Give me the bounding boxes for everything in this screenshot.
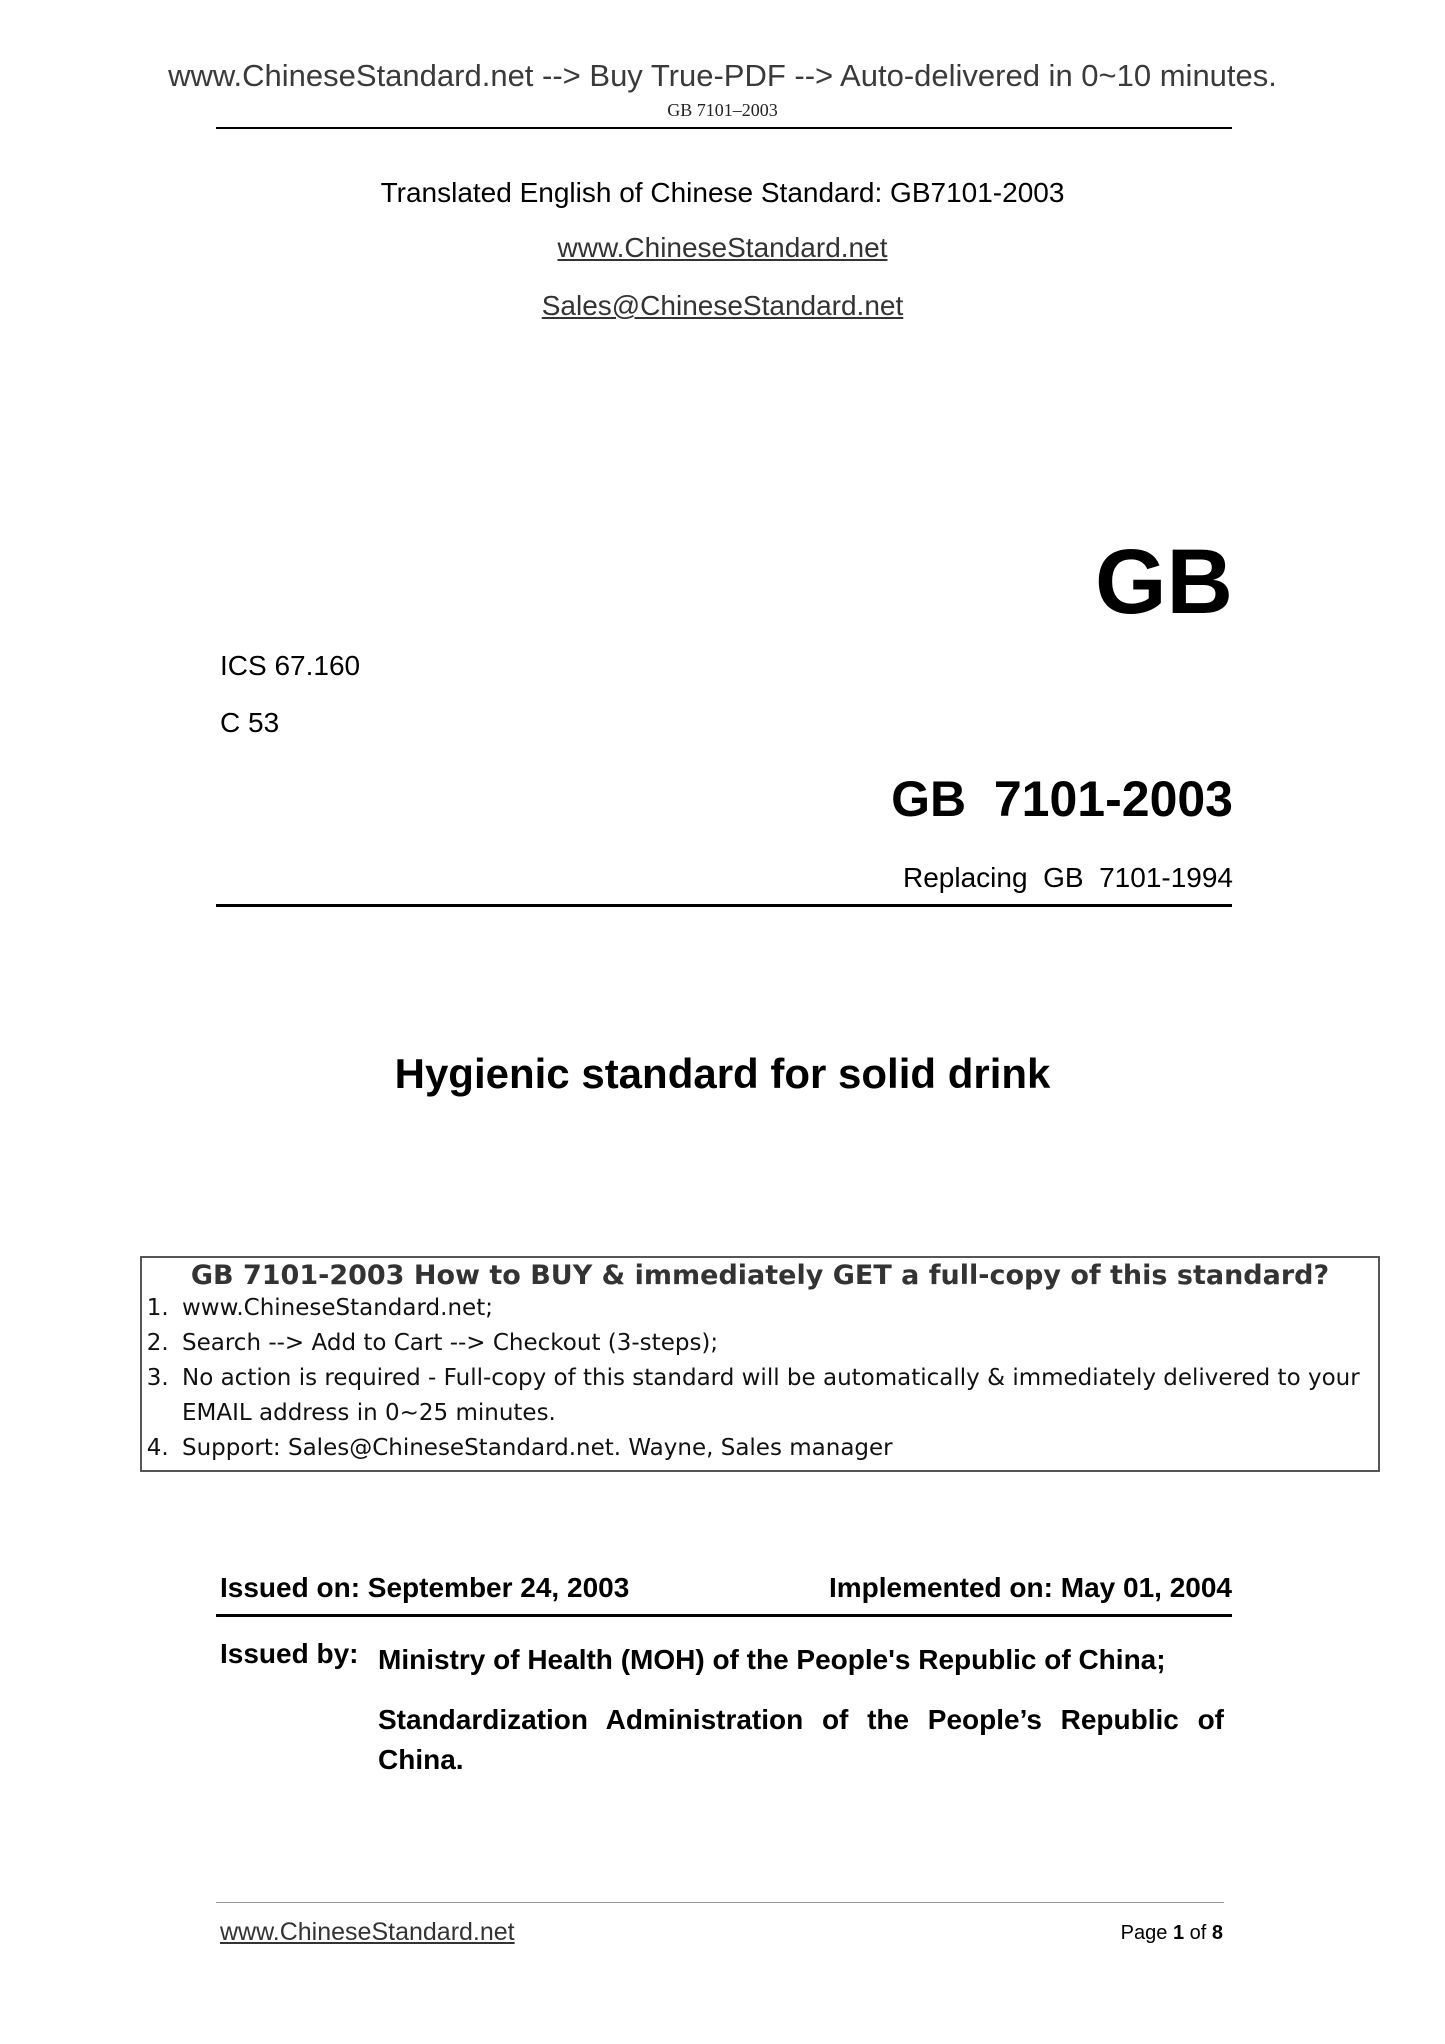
ics-code: ICS 67.160: [220, 650, 361, 681]
page-prefix: Page: [1120, 1922, 1168, 1944]
top-banner: www.ChineseStandard.net --> Buy True-PDF --> Auto-delivered in 0~10 minutes.: [168, 58, 1277, 93]
purchase-heading: GB 7101-2003 How to BUY & immediately GET a full-copy of this standard?: [190, 1260, 1330, 1291]
purchase-step: 2. Search --> Add to Cart --> Checkout (3-steps);: [176, 1326, 1378, 1361]
issue-rule: [216, 1614, 1232, 1617]
meta-rule: [216, 904, 1232, 907]
ccs-code: C 53: [220, 707, 280, 738]
footer-website-wrap: [220, 1918, 515, 1947]
page-number: [1121, 1922, 1223, 1945]
issue-dates-row: [220, 1572, 1232, 1604]
gb-mark: GB: [1095, 531, 1233, 633]
issued-on: Issued on: September 24, 2003: [220, 1572, 630, 1603]
website-link[interactable]: www.ChineseStandard.net: [557, 232, 888, 263]
footer-website-link[interactable]: www.ChineseStandard.net: [220, 1918, 515, 1946]
page-of: of: [1189, 1922, 1207, 1944]
issuer-moh: Ministry of Health (MOH) of the People's Republic of China;: [378, 1644, 1166, 1675]
email-link[interactable]: Sales@ChineseStandard.net: [541, 290, 904, 321]
replacing-note: Replacing GB 7101-1994: [903, 862, 1233, 893]
purchase-step: 4. Support: Sales@ChineseStandard.net. Wayne, Sales manager: [176, 1431, 1378, 1466]
header-doc-code: GB 7101–2003: [667, 100, 778, 120]
purchase-step: 3. No action is required - Full-copy of this standard will be automatically & immediately delivered to your EMAIL address in 0~25 minutes.: [176, 1361, 1378, 1431]
implemented-on: Implemented on: May 01, 2004: [828, 1572, 1232, 1603]
purchase-info-box: [140, 1256, 1380, 1472]
issuer-sac: Standardization Administration of the People’s Republic of China.: [378, 1704, 1224, 1775]
standard-code: GB 7101-2003: [891, 771, 1233, 827]
translated-line: Translated English of Chinese Standard: GB7101-2003: [380, 177, 1065, 208]
purchase-step: 1. www.ChineseStandard.net;: [176, 1291, 1378, 1326]
email-link-wrap: [0, 290, 1445, 322]
header-rule: [216, 127, 1232, 129]
issued-by-label: Issued by:: [220, 1638, 359, 1669]
page-total: 8: [1211, 1922, 1223, 1944]
website-link-wrap: [0, 232, 1445, 264]
purchase-steps: [142, 1291, 1378, 1466]
page-current: 1: [1172, 1922, 1185, 1944]
document-title: Hygienic standard for solid drink: [394, 1050, 1051, 1097]
footer-rule: [216, 1902, 1224, 1903]
